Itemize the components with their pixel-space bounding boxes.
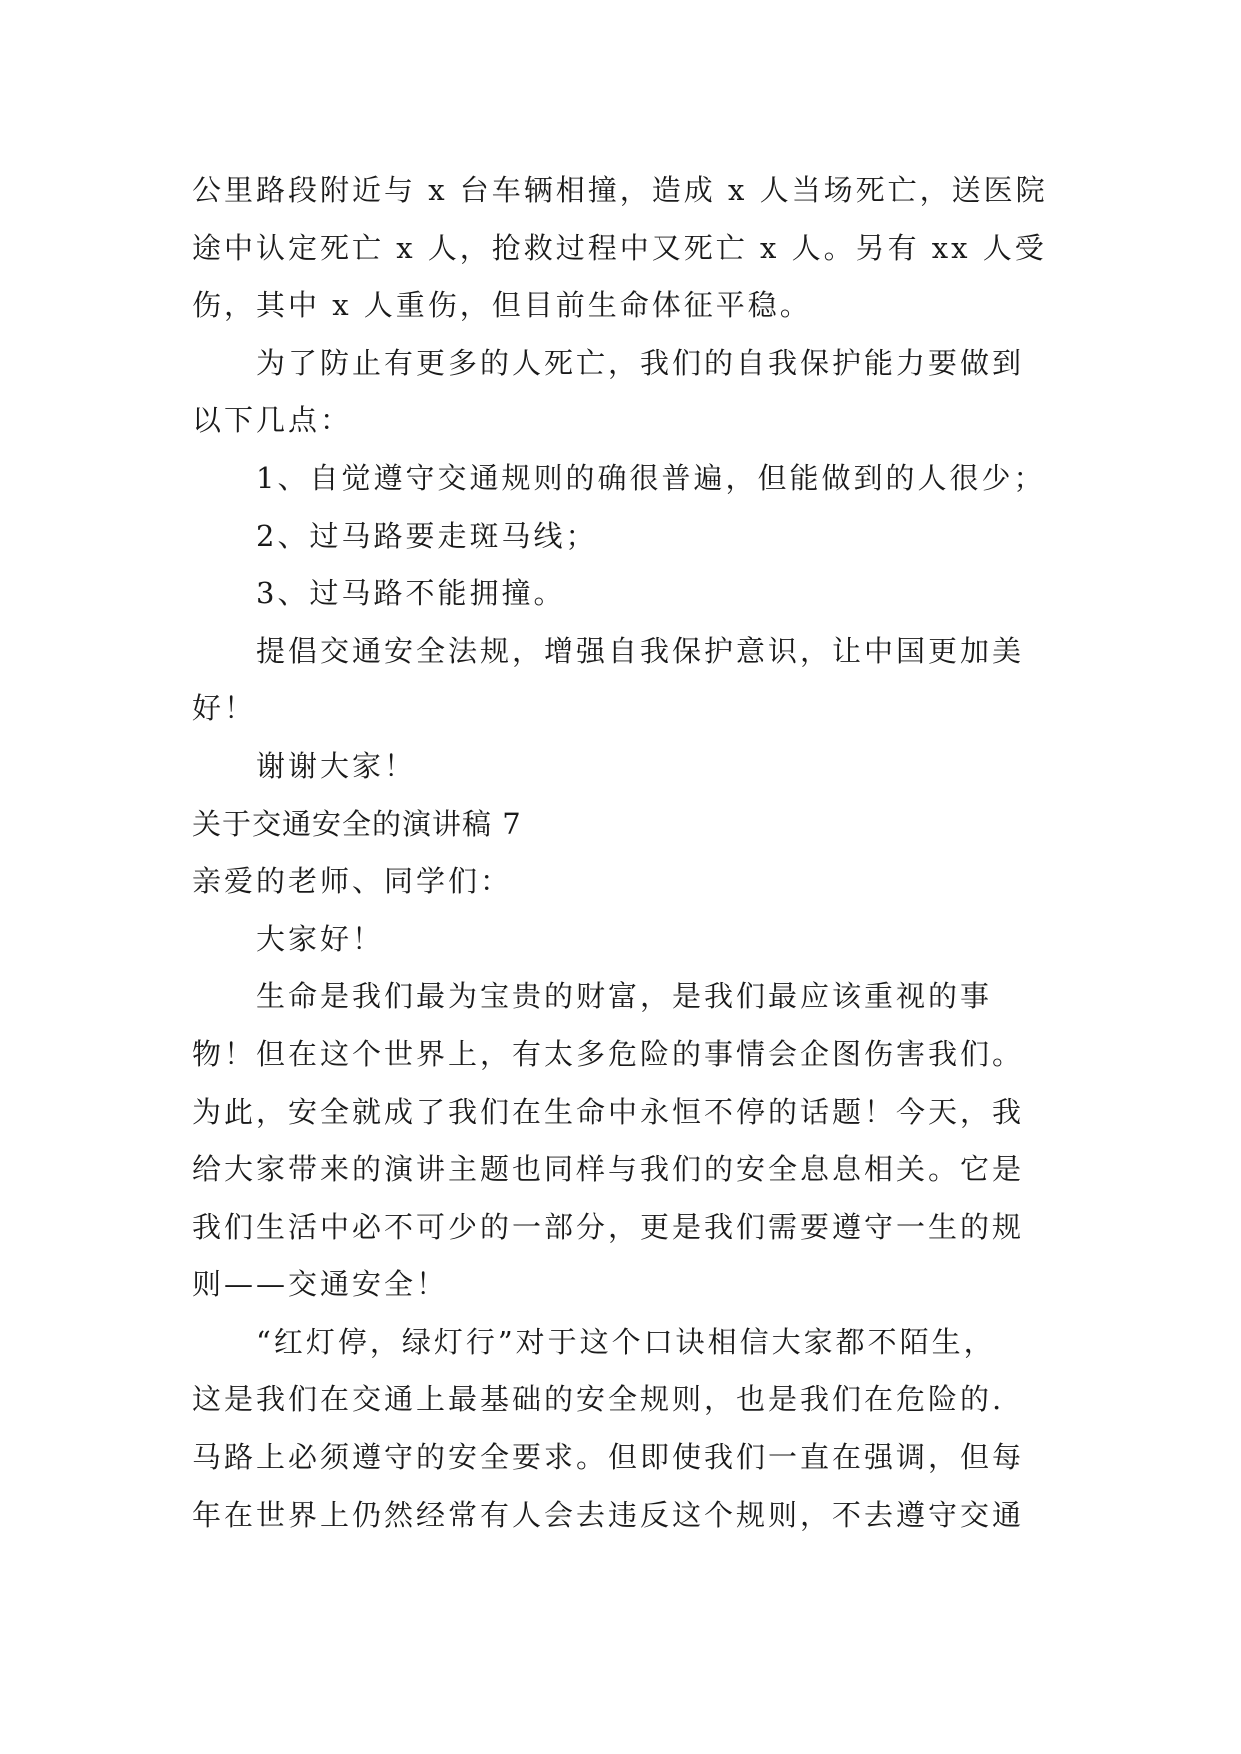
list-item-1: 1、自觉遵守交通规则的确很普遍，但能做到的人很少； (256, 460, 1046, 495)
text-line: 伤，其中 x 人重伤，但目前生命体征平稳。 (192, 288, 812, 323)
text-line: 年在世界上仍然经常有人会去违反这个规则，不去遵守交通 (192, 1497, 1025, 1532)
text-line: 为此，安全就成了我们在生命中永恒不停的话题！今天，我 (192, 1094, 1025, 1129)
closing-line: 谢谢大家！ (256, 748, 417, 783)
text-line: 则——交通安全！ (192, 1267, 449, 1302)
greeting: 大家好！ (256, 921, 385, 956)
text-line: 我们生活中必不可少的一部分，更是我们需要遵守一生的规 (192, 1209, 1025, 1244)
list-item-2: 2、过马路要走斑马线； (256, 518, 598, 553)
text-line: 公里路段附近与 x 台车辆相撞，造成 x 人当场死亡，送医院 (192, 173, 1048, 207)
text-line: 好！ (192, 691, 257, 726)
text-line: 以下几点： (192, 403, 353, 438)
text-line: 马路上必须遵守的安全要求。但即使我们一直在强调，但每 (192, 1440, 1025, 1475)
text-line: 途中认定死亡 x 人，抢救过程中又死亡 x 人。另有 xx 人受 (192, 230, 1047, 265)
text-line: 为了防止有更多的人死亡，我们的自我保护能力要做到 (256, 345, 1025, 380)
text-line: 物！但在这个世界上，有太多危险的事情会企图伤害我们。 (192, 1036, 1025, 1071)
text-line: 给大家带来的演讲主题也同样与我们的安全息息相关。它是 (192, 1152, 1025, 1187)
text-line: “红灯停，绿灯行”对于这个口诀相信大家都不陌生， (256, 1324, 996, 1359)
document-body (192, 162, 1072, 1544)
text-line: 生命是我们最为宝贵的财富，是我们最应该重视的事 (256, 979, 993, 1014)
text-line: 这是我们在交通上最基础的安全规则，也是我们在危险的. (192, 1382, 1005, 1417)
list-item-3: 3、过马路不能拥撞。 (256, 576, 566, 611)
salutation: 亲爱的老师、同学们： (192, 864, 513, 899)
section-title: 关于交通安全的演讲稿 7 (192, 806, 522, 841)
text-line: 提倡交通安全法规，增强自我保护意识，让中国更加美 (256, 633, 1025, 668)
